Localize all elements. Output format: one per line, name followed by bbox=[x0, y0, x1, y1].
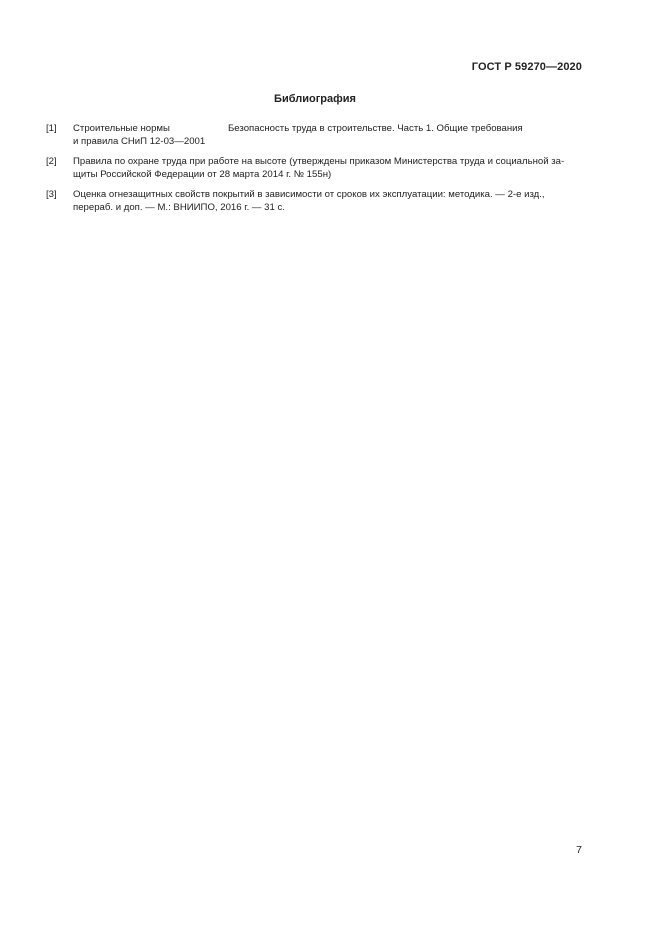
entry-line: щиты Российской Федерации от 28 марта 2014 г. № 155н) bbox=[73, 169, 332, 180]
bibliography-entry-2 bbox=[46, 155, 583, 181]
entry-number: [1] bbox=[46, 123, 57, 134]
section-title: Библиография bbox=[274, 93, 356, 105]
entry-title: Безопасность труда в строительстве. Часть 1. Общие требования bbox=[228, 123, 523, 134]
bibliography-entry-1 bbox=[46, 122, 583, 148]
entry-line: Оценка огнезащитных свойств покрытий в зависимости от сроков их эксплуатации: методика. — 2-е изд., bbox=[73, 189, 545, 200]
entry-number: [2] bbox=[46, 156, 57, 167]
entry-line: перераб. и доп. — М.: ВНИИПО, 2016 г. — 31 с. bbox=[73, 202, 285, 213]
entry-number: [3] bbox=[46, 189, 57, 200]
entry-line: Правила по охране труда при работе на высоте (утверждены приказом Министерства труда и социальной за- bbox=[73, 156, 565, 167]
page-number: 7 bbox=[576, 844, 582, 856]
entry-source-line: Строительные нормы bbox=[73, 123, 170, 134]
bibliography-list bbox=[46, 122, 583, 221]
bibliography-entry-3 bbox=[46, 188, 583, 214]
entry-source-line: и правила СНиП 12-03—2001 bbox=[73, 136, 206, 147]
entry-text bbox=[73, 188, 583, 214]
document-code: ГОСТ Р 59270—2020 bbox=[471, 61, 582, 73]
entry-text bbox=[73, 155, 583, 181]
entry-source bbox=[73, 122, 228, 148]
